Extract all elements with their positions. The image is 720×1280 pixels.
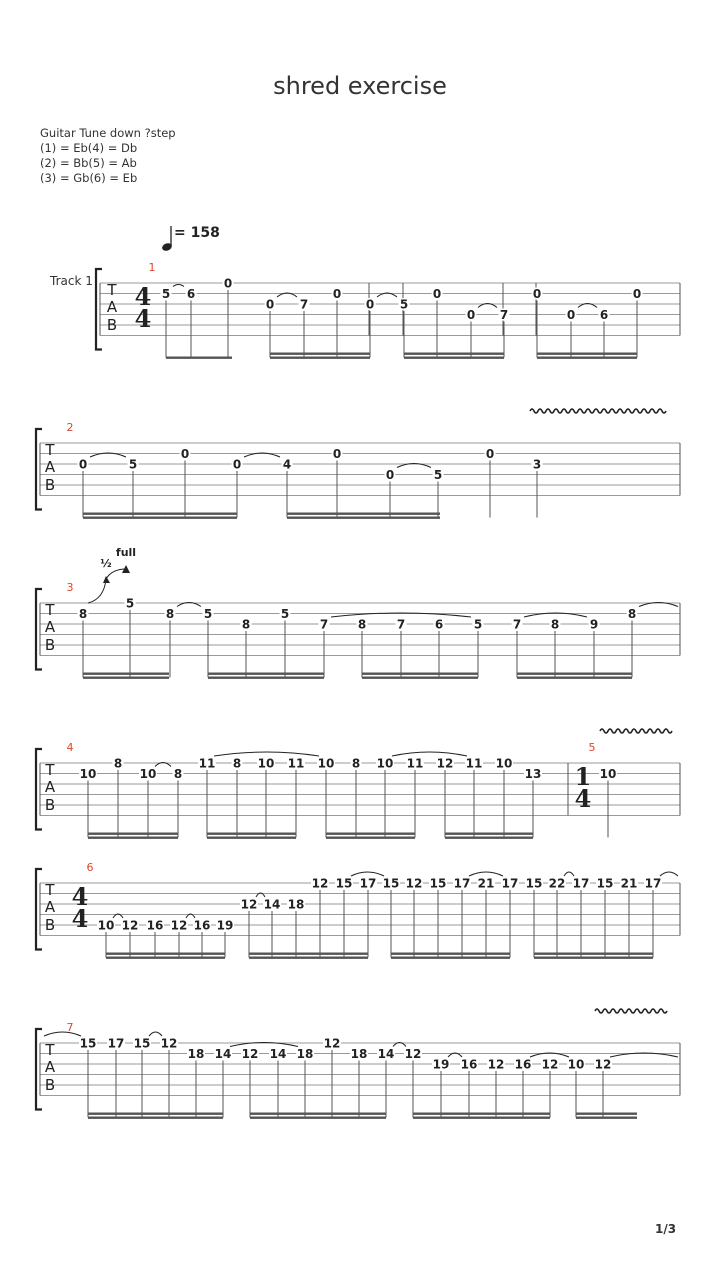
- fret-number: 17: [359, 876, 377, 891]
- fret-number: 8: [165, 607, 175, 621]
- fret-number: 10: [257, 756, 275, 771]
- beam: [88, 833, 178, 835]
- time-signature-top: 4: [134, 282, 152, 311]
- fret-number: 9: [589, 617, 599, 632]
- fret-number: 14: [214, 1047, 232, 1061]
- fret-number: 15: [335, 876, 353, 891]
- beam: [88, 1113, 223, 1115]
- tab-clef-a: A: [106, 298, 118, 316]
- fret-number: 10: [376, 756, 394, 771]
- fret-number: 19: [432, 1057, 450, 1072]
- fret-number: 8: [351, 756, 361, 771]
- fret-number: 4: [282, 457, 292, 472]
- vibrato-mark: [530, 409, 666, 413]
- beam: [362, 677, 478, 679]
- time-signature-bottom: 4: [134, 304, 152, 333]
- fret-number: 8: [241, 617, 251, 632]
- tuning-line: (3) = Gb(6) = Eb: [40, 171, 138, 185]
- tie-arc: [214, 752, 319, 756]
- fret-number: 16: [146, 918, 164, 933]
- tie-arc: [351, 872, 384, 876]
- beam: [534, 957, 653, 959]
- fret-number: 6: [599, 308, 609, 322]
- fret-number: 0: [265, 297, 275, 312]
- fret-number: 12: [170, 918, 188, 933]
- fret-number: 11: [287, 756, 305, 771]
- fret-number: 6: [434, 617, 444, 632]
- beam: [576, 1113, 637, 1115]
- tab-clef-b: B: [44, 636, 56, 654]
- fret-number: 13: [524, 767, 542, 781]
- fret-number: 14: [377, 1047, 395, 1061]
- beam: [576, 1117, 637, 1119]
- beam: [83, 517, 237, 519]
- tab-clef-a: A: [44, 618, 56, 636]
- beam: [445, 833, 533, 835]
- beam: [83, 513, 237, 515]
- fret-number: 5: [399, 297, 409, 312]
- fret-number: 12: [541, 1057, 559, 1072]
- fret-number: 5: [433, 468, 443, 482]
- system-bracket: [36, 429, 42, 510]
- page-number: 1/3: [655, 1222, 677, 1236]
- beam: [534, 953, 653, 955]
- beam: [287, 517, 440, 519]
- fret-number: 12: [240, 897, 258, 912]
- fret-number: 12: [405, 876, 423, 891]
- tie-arc: [469, 872, 503, 876]
- system-bracket: [96, 269, 102, 350]
- beam: [404, 357, 504, 359]
- fret-number: 0: [432, 287, 442, 301]
- fret-number: 10: [97, 918, 115, 933]
- beam: [391, 953, 510, 955]
- fret-number: 18: [287, 897, 305, 912]
- fret-number: 15: [133, 1036, 151, 1051]
- fret-number: 5: [161, 287, 171, 301]
- tuning-line: (2) = Bb(5) = Ab: [40, 156, 137, 170]
- fret-number: 8: [550, 617, 560, 632]
- beam: [270, 357, 370, 359]
- bend-full-label: full: [115, 546, 137, 559]
- beam: [106, 953, 225, 955]
- tie-arc: [149, 1032, 162, 1036]
- fret-number: 18: [296, 1047, 314, 1061]
- beam: [208, 673, 324, 675]
- fret-number: 12: [594, 1057, 612, 1072]
- fret-number: 11: [198, 756, 216, 771]
- fret-number: 7: [319, 617, 329, 632]
- fret-number: 0: [332, 287, 342, 301]
- fret-number: 19: [216, 918, 234, 933]
- fret-number: 5: [125, 596, 135, 611]
- vibrato-mark: [595, 1009, 667, 1013]
- beam: [250, 1113, 386, 1115]
- measure-number: 4: [66, 741, 74, 754]
- tab-clef-a: A: [44, 1058, 56, 1076]
- beam: [88, 837, 178, 839]
- system-bracket: [36, 589, 42, 670]
- fret-number: 18: [187, 1047, 205, 1061]
- fret-number: 7: [299, 297, 309, 312]
- time-signature-bottom: 4: [574, 784, 592, 813]
- fret-number: 21: [620, 876, 638, 891]
- tab-clef-t: T: [45, 601, 55, 619]
- measure-number: 7: [66, 1021, 74, 1034]
- beam: [391, 957, 510, 959]
- fret-number: 5: [128, 457, 138, 472]
- beam: [207, 837, 296, 839]
- tempo-value: = 158: [174, 225, 220, 241]
- tab-clef-a: A: [44, 778, 56, 796]
- beam: [537, 353, 637, 355]
- fret-number: 6: [186, 287, 196, 301]
- measure-number: 2: [66, 421, 74, 434]
- fret-number: 8: [113, 756, 123, 771]
- system-bracket: [36, 869, 42, 950]
- fret-number: 0: [385, 468, 395, 482]
- bend-arrowhead: [103, 576, 110, 583]
- fret-number: 8: [232, 756, 242, 771]
- fret-number: 3: [532, 457, 542, 472]
- fret-number: 10: [599, 767, 617, 781]
- tab-clef-b: B: [44, 476, 56, 494]
- tab-clef-b: B: [44, 796, 56, 814]
- time-signature-top: 4: [71, 882, 89, 911]
- fret-number: 14: [263, 897, 281, 912]
- fret-number: 0: [365, 297, 375, 312]
- tie-arc: [564, 872, 574, 876]
- beam: [537, 357, 637, 359]
- fret-number: 7: [396, 617, 406, 632]
- beam: [83, 677, 169, 679]
- fret-number: 0: [332, 447, 342, 461]
- measure-number: 5: [588, 741, 596, 754]
- fret-number: 16: [514, 1057, 532, 1072]
- measure-number: 3: [66, 581, 74, 594]
- fret-number: 0: [532, 287, 542, 301]
- tab-clef-b: B: [44, 916, 56, 934]
- tie-arc: [392, 752, 467, 756]
- fret-number: 7: [512, 617, 522, 632]
- beam: [413, 1117, 550, 1119]
- fret-number: 17: [501, 876, 519, 891]
- beam: [404, 353, 504, 355]
- system-bracket: [36, 1029, 42, 1110]
- page-title: shred exercise: [273, 72, 447, 100]
- fret-number: 12: [121, 918, 139, 933]
- fret-number: 0: [232, 457, 242, 472]
- beam: [517, 673, 632, 675]
- fret-number: 12: [487, 1057, 505, 1072]
- fret-number: 10: [495, 756, 513, 771]
- tuning-line: Guitar Tune down ?step: [40, 126, 176, 140]
- fret-number: 17: [453, 876, 471, 891]
- beam: [166, 357, 232, 359]
- fret-number: 17: [107, 1036, 125, 1051]
- fret-number: 0: [485, 447, 495, 461]
- measure-number: 6: [86, 861, 94, 874]
- fret-number: 0: [223, 276, 233, 291]
- beam: [249, 953, 368, 955]
- fret-number: 10: [139, 767, 157, 781]
- fret-number: 12: [311, 876, 329, 891]
- tab-clef-t: T: [107, 281, 117, 299]
- vibrato-mark: [600, 729, 672, 733]
- bend-arrow: [106, 569, 126, 579]
- fret-number: 17: [644, 876, 662, 891]
- measure-number: 1: [148, 261, 156, 274]
- fret-number: 0: [466, 308, 476, 322]
- fret-number: 7: [499, 308, 509, 322]
- beam: [270, 353, 370, 355]
- beam: [413, 1113, 550, 1115]
- tab-clef-t: T: [45, 441, 55, 459]
- fret-number: 21: [477, 876, 495, 891]
- fret-number: 5: [280, 607, 290, 621]
- fret-number: 5: [203, 607, 213, 621]
- beam: [250, 1117, 386, 1119]
- fret-number: 8: [173, 767, 183, 781]
- tab-clef-t: T: [45, 1041, 55, 1059]
- tab-clef-b: B: [44, 1076, 56, 1094]
- tie-arc: [660, 872, 678, 876]
- fret-number: 0: [566, 308, 576, 322]
- fret-number: 0: [632, 287, 642, 301]
- fret-number: 15: [429, 876, 447, 891]
- beam: [88, 1117, 223, 1119]
- fret-number: 0: [180, 447, 190, 461]
- beam: [249, 957, 368, 959]
- fret-number: 15: [525, 876, 543, 891]
- tie-arc: [173, 285, 184, 287]
- tab-clef-a: A: [44, 898, 56, 916]
- tab-clef-t: T: [45, 881, 55, 899]
- tab-clef-a: A: [44, 458, 56, 476]
- tie-arc: [44, 1032, 81, 1036]
- beam: [445, 837, 533, 839]
- fret-number: 12: [160, 1036, 178, 1051]
- beam: [83, 673, 169, 675]
- beam: [106, 957, 225, 959]
- fret-number: 10: [317, 756, 335, 771]
- beam: [326, 833, 415, 835]
- fret-number: 16: [193, 918, 211, 933]
- fret-number: 5: [473, 617, 483, 632]
- time-signature-top: 1: [574, 762, 592, 791]
- fret-number: 14: [269, 1047, 287, 1061]
- fret-number: 18: [350, 1047, 368, 1061]
- fret-number: 10: [79, 767, 97, 781]
- track-label: Track 1: [50, 274, 93, 288]
- fret-number: 8: [78, 607, 88, 621]
- fret-number: 8: [627, 607, 637, 621]
- fret-number: 10: [567, 1057, 585, 1072]
- system-bracket: [36, 749, 42, 830]
- beam: [517, 677, 632, 679]
- beam: [287, 513, 440, 515]
- fret-number: 15: [596, 876, 614, 891]
- beam: [207, 833, 296, 835]
- fret-number: 12: [323, 1036, 341, 1051]
- time-signature-bottom: 4: [71, 904, 89, 933]
- fret-number: 8: [357, 617, 367, 632]
- fret-number: 15: [382, 876, 400, 891]
- fret-number: 12: [436, 756, 454, 771]
- fret-number: 22: [548, 876, 566, 891]
- fret-number: 15: [79, 1036, 97, 1051]
- fret-number: 12: [404, 1047, 422, 1061]
- fret-number: 16: [460, 1057, 478, 1072]
- tab-clef-t: T: [45, 761, 55, 779]
- fret-number: 17: [572, 876, 590, 891]
- beam: [326, 837, 415, 839]
- fret-number: 11: [465, 756, 483, 771]
- beam: [362, 673, 478, 675]
- fret-number: 0: [78, 457, 88, 472]
- bend-half-label: ½: [100, 557, 112, 570]
- beam: [208, 677, 324, 679]
- tuning-line: (1) = Eb(4) = Db: [40, 141, 138, 155]
- fret-number: 12: [241, 1047, 259, 1061]
- fret-number: 11: [406, 756, 424, 771]
- tab-clef-b: B: [106, 316, 118, 334]
